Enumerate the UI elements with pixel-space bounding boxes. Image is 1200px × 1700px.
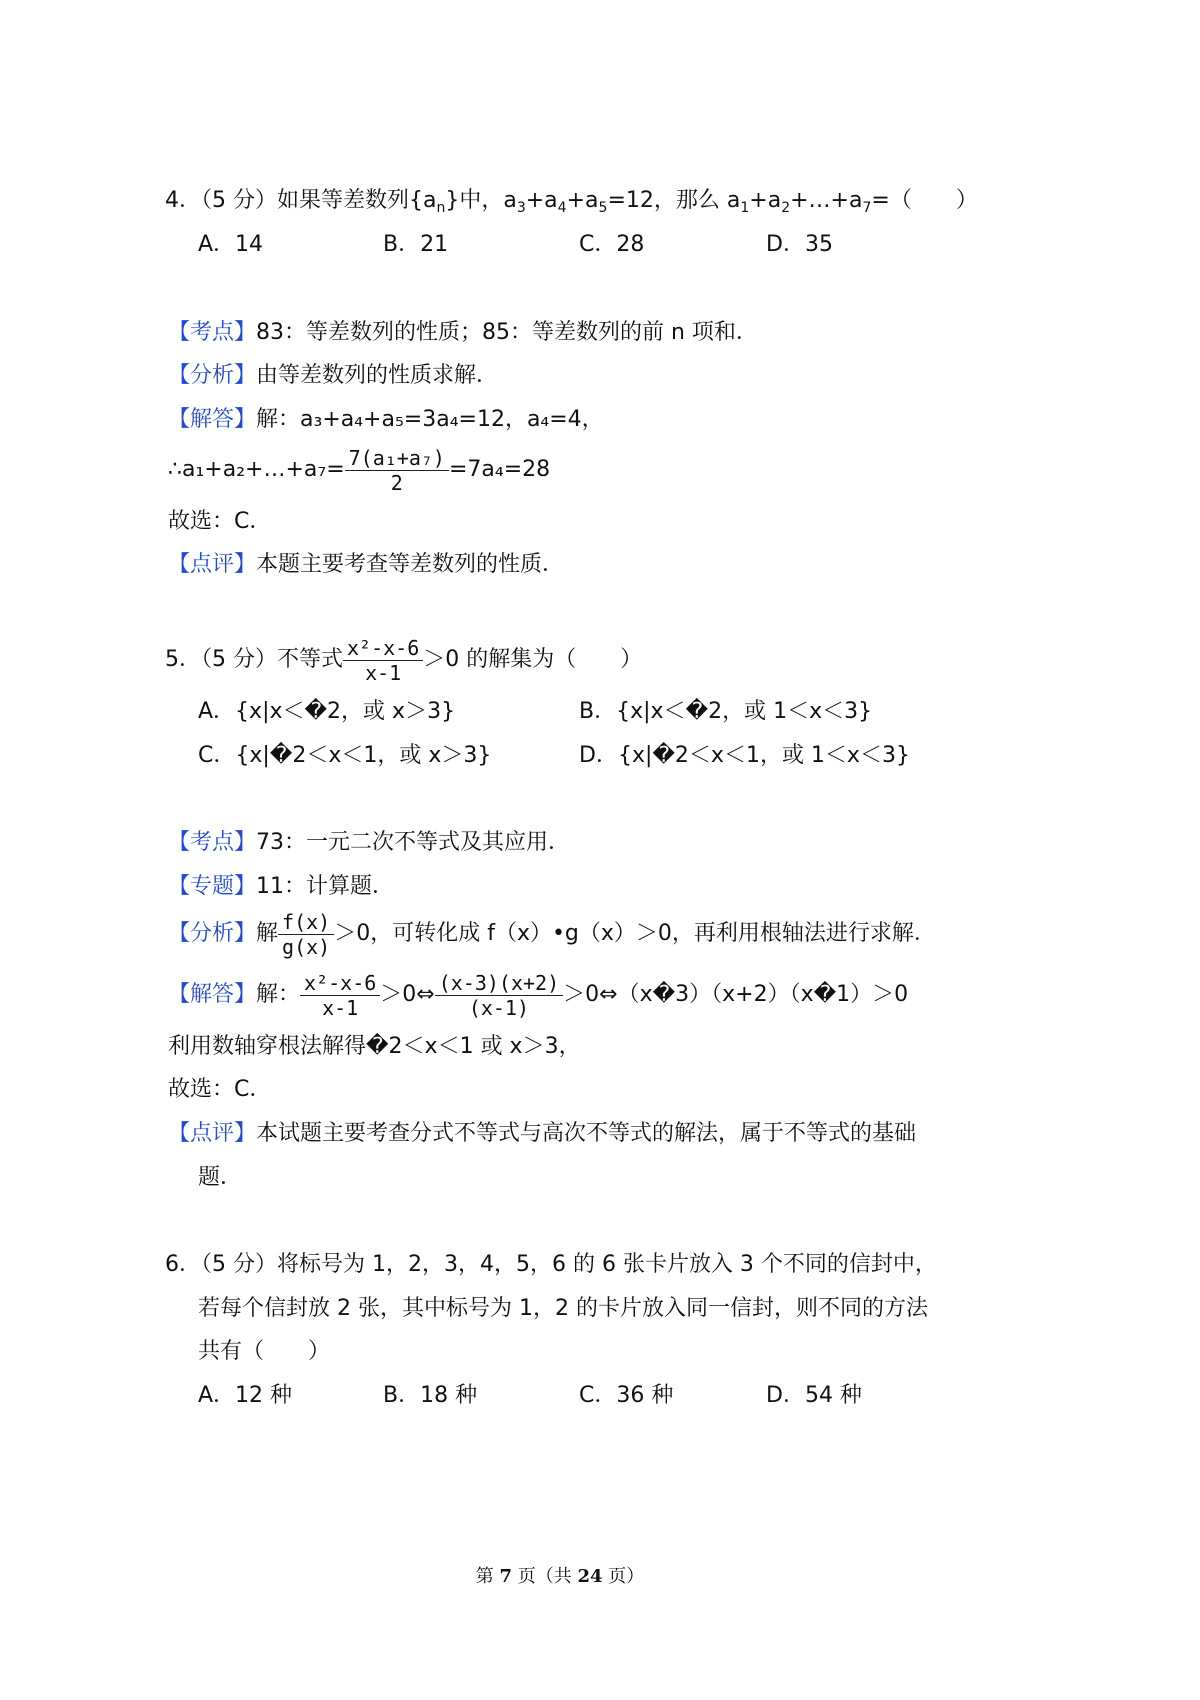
zhuanti-tag: 【专题】 [168, 874, 257, 899]
q6-option-b: B．18 种 [383, 1383, 478, 1408]
q5-kaodian: 【考点】73：一元二次不等式及其应用． [168, 830, 571, 855]
fenxi-tag: 【分析】 [168, 921, 257, 946]
q4-option-b: B．21 [383, 232, 449, 257]
q4-fenxi: 【分析】由等差数列的性质求解． [168, 363, 499, 388]
q5-fenxi-fraction: $\frac{f(x)}{g(x)}$ [278, 910, 334, 959]
q4-kaodian: 【考点】83：等差数列的性质；85：等差数列的前 n 项和． [168, 320, 758, 345]
q5-jieda: 【解答】解： $\frac{\text{x²-x-6}}{x-1}$ ＞0⇔ $\frac{(x-3)(x+2)}{(x-1)}$ ＞0⇔（x�3）（x+2）（x�1）＞0 [168, 970, 909, 1020]
q5-fraction: $\frac{\text{x²-x-6}}{x-1}$ [343, 636, 423, 685]
q5-jieda-fraction-2: $\frac{(x-3)(x+2)}{(x-1)}$ [435, 971, 563, 1020]
q5-zhuanti: 【专题】11：计算题． [168, 874, 395, 899]
q4-stem: 4．（5 分）如果等差数列$\{a_n\}$中，$a_3+a_4+a_5=12$，那么 $a_1+a_2+\dots+a_7=$（ ） [165, 188, 978, 216]
q4-fraction: $\frac{\text{7(a₁+a₇)}}{2}$ [345, 446, 449, 495]
page-footer: 第 7 页（共 24 页） [475, 1566, 645, 1587]
q4-option-c: C．28 [579, 232, 645, 257]
q5-fenxi: 【分析】解 $\frac{f(x)}{g(x)}$ ＞0，可转化成 f（x）•g（x）＞0，再利用根轴法进行求解． [168, 909, 936, 959]
q5-stem: 5．（5 分）不等式 $\frac{\text{x²-x-6}}{x-1}$ ＞0 的解集为（ ） [165, 635, 643, 685]
page-total: 24 [577, 1566, 603, 1587]
jieda-tag: 【解答】 [168, 407, 257, 432]
q5-option-a: A．{x|x＜�2，或 x＞3} [198, 699, 456, 724]
q4-option-a: A．14 [198, 232, 264, 257]
fenxi-tag: 【分析】 [168, 363, 257, 388]
q6-option-a: A．12 种 [198, 1383, 293, 1408]
q6-stem-line1: 6．（5 分）将标号为 1，2，3，4，5，6 的 6 张卡片放入 3 个不同的信封中， [165, 1252, 937, 1277]
q4-jieda: 【解答】解：a₃+a₄+a₅=3a₄=12，a₄=4， [168, 407, 604, 432]
dianping-tag: 【点评】 [168, 552, 257, 577]
q5-option-d: D．{x|�2＜x＜1，或 1＜x＜3} [579, 743, 910, 768]
q4-jieda-line2: ∴a₁+a₂+…+a₇= $\frac{\text{7(a₁+a₇)}}{2}$ =7a₄=28 [168, 445, 551, 495]
q5-jieda-line2: 利用数轴穿根法解得�2＜x＜1 或 x＞3， [168, 1034, 581, 1059]
q4-option-d: D．35 [766, 232, 833, 257]
q4-guxuan: 故选：C． [168, 509, 272, 534]
q5-dianping: 【点评】本试题主要考查分式不等式与高次不等式的解法，属于不等式的基础 [168, 1121, 917, 1146]
q5-option-b: B．{x|x＜�2，或 1＜x＜3} [579, 699, 873, 724]
q5-option-c: C．{x|�2＜x＜1，或 x＞3} [198, 743, 492, 768]
q6-stem-line3: 共有（ ） [198, 1339, 331, 1364]
jieda-tag: 【解答】 [168, 982, 257, 1007]
q5-dianping-line2: 题． [198, 1165, 243, 1190]
q6-option-d: D．54 种 [766, 1383, 862, 1408]
q6-stem-line2: 若每个信封放 2 张，其中标号为 1，2 的卡片放入同一信封，则不同的方法 [198, 1296, 928, 1321]
q5-guxuan: 故选：C． [168, 1077, 272, 1102]
page-number: 7 [499, 1566, 512, 1587]
q4-dianping: 【点评】本题主要考查等差数列的性质． [168, 552, 565, 577]
q5-jieda-fraction-1: $\frac{\text{x²-x-6}}{x-1}$ [300, 971, 380, 1020]
q6-option-c: C．36 种 [579, 1383, 674, 1408]
dianping-tag: 【点评】 [168, 1121, 257, 1146]
kaodian-tag: 【考点】 [168, 830, 257, 855]
kaodian-tag: 【考点】 [168, 320, 257, 345]
